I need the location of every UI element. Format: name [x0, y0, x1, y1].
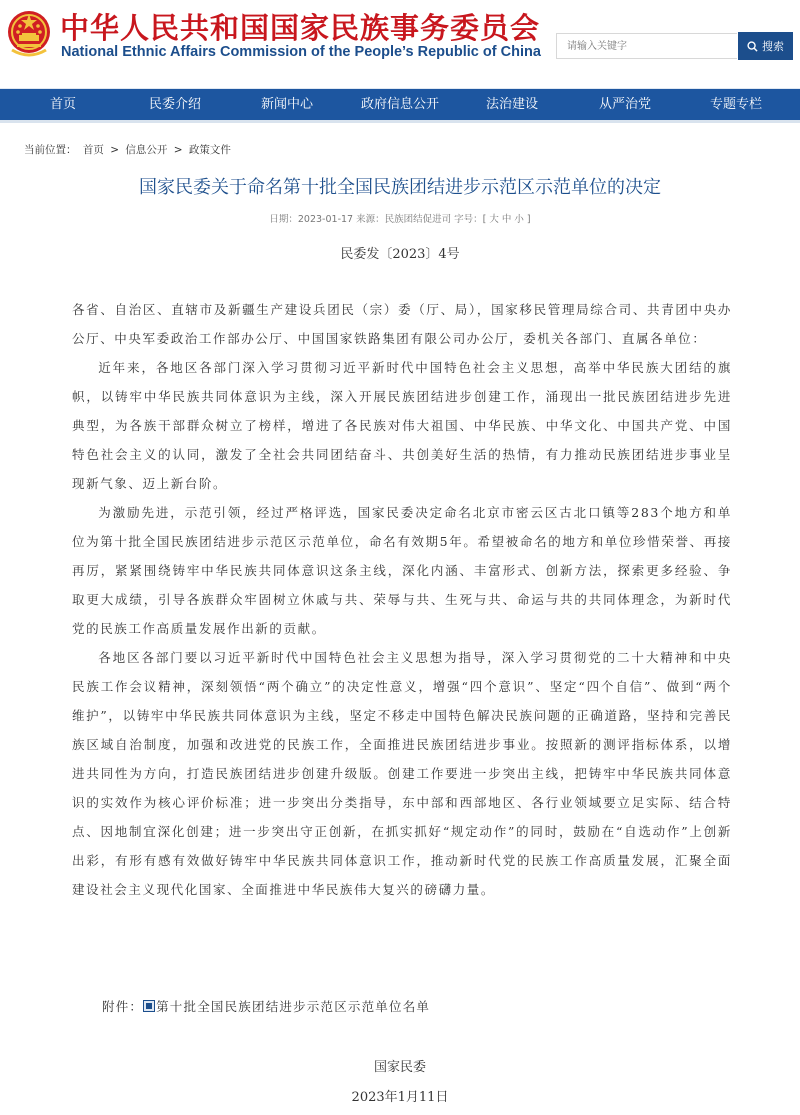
- main-nav: [0, 88, 800, 123]
- nav-item-special-topics[interactable]: 专题专栏: [709, 97, 762, 112]
- breadcrumb: [24, 142, 234, 157]
- nav-item-home[interactable]: 首页: [49, 97, 76, 112]
- article-paragraph: 为激励先进，示范引领，经过严格评选，国家民委决定命名北京市密云区古北口镇等283个地方和单位为第十批全国民族团结进步示范区示范单位，命名有效期5年。希望被命名的地方和单位珍惜荣誉、再接再厉，紧紧围绕铸牢中华民族共同体意识这条主线，深化内涵、丰富形式、创新方法，探索更多经验、争取更大成绩，引导各族群众牢固树立休戚与共、荣辱与共、生死与共、命运与共的共同体理念，为新时代党的民族工作高质量发展作出新的贡献。: [72, 505, 732, 636]
- search-input[interactable]: [556, 33, 737, 59]
- breadcrumb-label: 当前位置：: [24, 144, 77, 156]
- article-meta: 日期：2023-01-17 来源：民族团结促进司 字号：[ 大 中 小 ]: [269, 214, 531, 225]
- article-body: [72, 295, 732, 904]
- sign-date: 2023年1月11日: [351, 1090, 449, 1105]
- article-title: 国家民委关于命名第十批全国民族团结进步示范区示范单位的决定: [139, 177, 661, 198]
- attachment-label: 附件：: [102, 999, 144, 1014]
- breadcrumb-policy-docs[interactable]: 政策文件: [188, 144, 231, 156]
- document-icon: [143, 1000, 155, 1012]
- search-icon: [747, 41, 758, 52]
- nav-item-rule-of-law[interactable]: 法治建设: [485, 97, 538, 112]
- breadcrumb-info-public[interactable]: 信息公开: [125, 144, 168, 156]
- document-number: 民委发〔2023〕4号: [340, 247, 460, 262]
- search-button-label: 搜索: [762, 40, 784, 53]
- article-paragraph: 近年来，各地区各部门深入学习贯彻习近平新时代中国特色社会主义思想，高举中华民族大团结的旗帜，以铸牢中华民族共同体意识为主线，深入开展民族团结进步创建工作，涌现出一批民族团结进步先进典型，为各族干部群众树立了榜样，增进了各民族对伟大祖国、中华民族、中华文化、中国共产党、中国特色社会主义的认同，激发了全社会共同团结奋斗、共创美好生活的热情，有力推动民族团结进步事业呈现新气象、迈上新台阶。: [72, 360, 732, 491]
- nav-item-about[interactable]: 民委介绍: [148, 97, 201, 112]
- site-header: [0, 0, 800, 88]
- attachment-link[interactable]: 第十批全国民族团结进步示范区示范单位名单: [156, 999, 431, 1014]
- signer: 国家民委: [373, 1060, 426, 1075]
- article-paragraph: 各省、自治区、直辖市及新疆生产建设兵团民（宗）委（厅、局），国家移民管理局综合司、共青团中央办公厅、中央军委政治工作部办公厅、中国国家铁路集团有限公司办公厅，委机关各部门、直属各单位：: [72, 302, 732, 346]
- search-button[interactable]: [738, 32, 793, 60]
- attachment: [102, 997, 430, 1015]
- breadcrumb-separator: >: [173, 144, 183, 156]
- nav-item-gov-info[interactable]: 政府信息公开: [360, 97, 439, 112]
- breadcrumb-home[interactable]: 首页: [82, 144, 104, 156]
- site-title-cn: 中华人民共和国国家民族事务委员会: [60, 11, 541, 45]
- national-emblem-icon: [6, 6, 52, 60]
- site-title-en: National Ethnic Affairs Commission of the People’s Republic of China: [61, 44, 541, 60]
- nav-item-news[interactable]: 新闻中心: [260, 97, 313, 112]
- article-paragraph: 各地区各部门要以习近平新时代中国特色社会主义思想为指导，深入学习贯彻党的二十大精神和中央民族工作会议精神，深刻领悟“两个确立”的决定性意义，增强“四个意识”、坚定“四个自信”、做到“两个维护”，以铸牢中华民族共同体意识为主线，坚定不移走中国特色解决民族问题的正确道路，坚持和完善民族区域自治制度，加强和改进党的民族工作，全面推进民族团结进步事业。按照新的测评指标体系，以增进共同性为方向，打造民族团结进步创建升级版。创建工作要进一步突出主线，把铸牢中华民族共同体意识的实效作为核心评价标准；进一步突出分类指导，东中部和西部地区、各行业领域要立足实际、结合特点、因地制宜深化创建；进一步突出守正创新，在抓实抓好“规定动作”的同时，鼓励在“自选动作”上创新出彩，有形有感有效做好铸牢中华民族共同体意识工作，推动新时代党的民族工作高质量发展，汇聚全面建设社会主义现代化国家、全面推进中华民族伟大复兴的磅礴力量。: [72, 650, 732, 897]
- nav-item-party-discipline[interactable]: 从严治党: [598, 97, 651, 112]
- breadcrumb-separator: >: [110, 144, 119, 156]
